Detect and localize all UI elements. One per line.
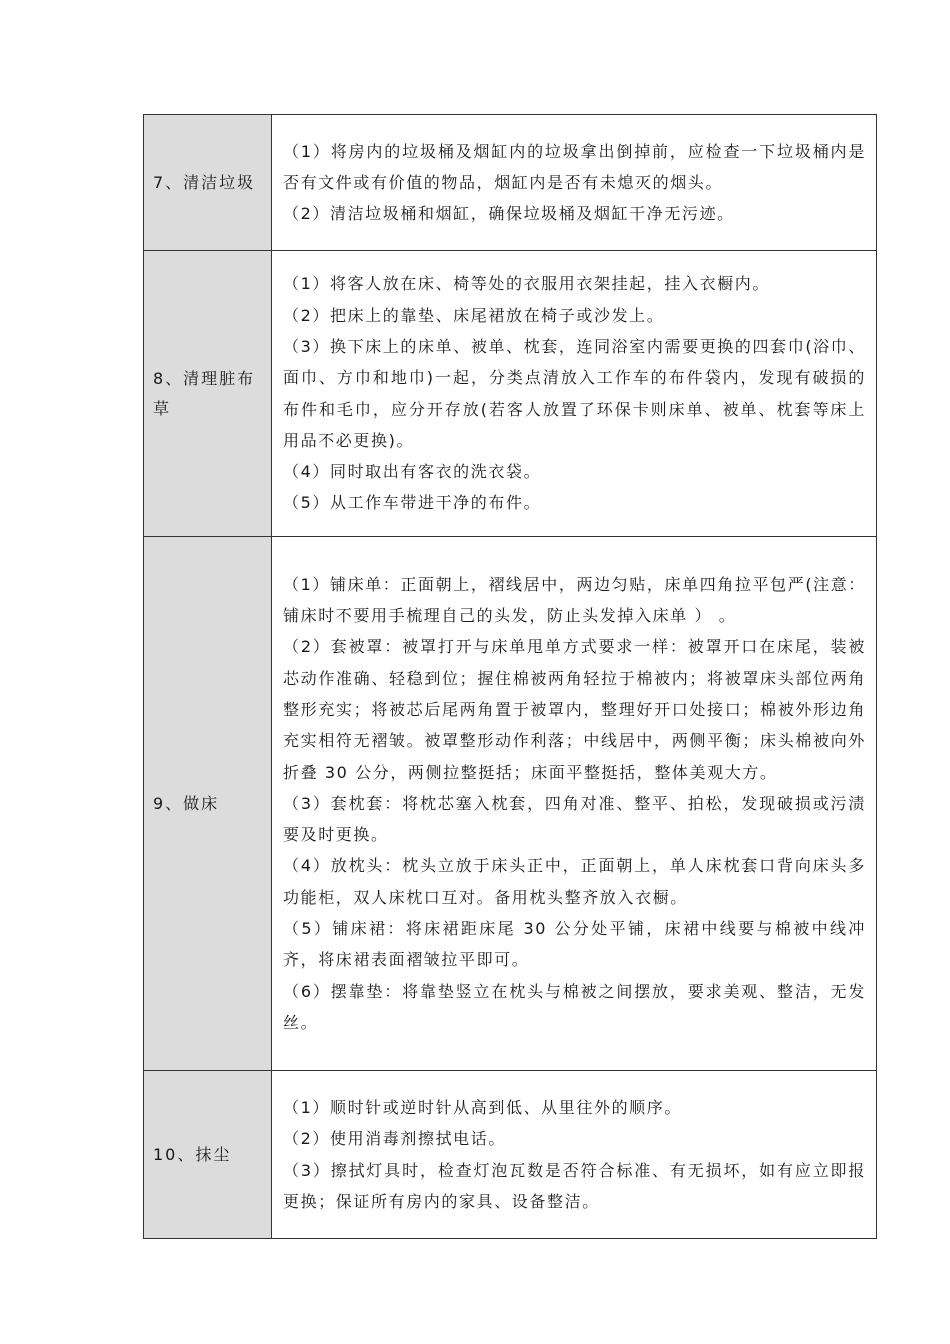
step-item: （1）顺时针或逆时针从高到低、从里往外的顺序。 [283,1097,682,1117]
step-item: （6）摆靠垫：将靠垫竖立在枕头与棉被之间摆放，要求美观、整洁，无发丝。 [283,981,866,1032]
step-item: （5）从工作车带进干净的布件。 [283,493,542,513]
step-item: （5）铺床裙：将床裙距床尾 30 公分处平铺，床裙中线要与棉被中线冲齐，将床裙表面褶皱拉平即可。 [283,919,866,970]
step-item: （4）放枕头：枕头立放于床头正中，正面朝上，单人床枕套口背向床头多功能柜，双人床枕口互对。备用枕头整齐放入衣橱。 [283,856,866,907]
step-item: （1）将客人放在床、椅等处的衣服用衣架挂起，挂入衣橱内。 [283,274,770,294]
step-label-cell [144,251,272,537]
table-row [144,1071,877,1239]
table-row [144,537,877,1071]
step-item: （1）铺床单：正面朝上，褶线居中，两边匀贴，床单四角拉平包严(注意：铺床时不要用手梳理自己的头发，防止头发掉入床单 ） 。 [283,574,866,626]
step-item: （2）把床上的靠垫、床尾裙放在椅子或沙发上。 [283,305,665,325]
step-content-cell [272,115,877,251]
step-label: 7、清洁垃圾 [153,172,256,192]
step-item: （3）套枕套：将枕芯塞入枕套，四角对准、整平、拍松，发现破损或污渍要及时更换。 [283,793,866,845]
step-label-cell [144,115,272,251]
step-item: （3）换下床上的床单、被单、枕套，连同浴室内需要更换的四套巾(浴巾、面巾、方巾和地巾)一起，分类点清放入工作车的布件袋内，发现有破损的布件和毛巾，应分开存放(若客人放置了环保卡则床单、被单、枕套等床上用品不必更换)。 [283,336,866,450]
step-label: 8、清理脏布草 [153,368,256,418]
step-label-cell [144,537,272,1071]
step-item: （2）使用消毒剂擦拭电话。 [283,1129,506,1149]
step-item: （1）将房内的垃圾桶及烟缸内的垃圾拿出倒掉前，应检查一下垃圾桶内是否有文件或有价值的物品，烟缸内是否有未熄灭的烟头。 [283,141,866,192]
step-content-cell [272,251,877,537]
step-item: （4）同时取出有客衣的洗衣袋。 [283,462,542,482]
step-item: （2）清洁垃圾桶和烟缸，确保垃圾桶及烟缸干净无污迹。 [283,204,735,224]
step-label: 10、抹尘 [153,1144,232,1164]
step-label-cell [144,1071,272,1239]
cleaning-procedure-table [143,114,877,1239]
table-row [144,115,877,251]
step-content-cell [272,537,877,1071]
step-label: 9、做床 [153,793,220,813]
step-item: （2）套被罩：被罩打开与床单甩单方式要求一样：被罩开口在床尾，装被芯动作准确、轻稳到位；握住棉被两角轻拉于棉被内；将被罩床头部位两角整形充实；将被芯后尾两角置于被罩内，整理好开口处接口；棉被外形边角充实相符无褶皱。被罩整形动作利落；中线居中，两侧平衡；床头棉被向外折叠 30 公分，两侧拉整挺括；床面平整挺括，整体美观大方。 [283,637,866,782]
step-content-cell [272,1071,877,1239]
step-item: （3）擦拭灯具时，检查灯泡瓦数是否符合标准、有无损坏，如有应立即报更换；保证所有房内的家具、设备整洁。 [283,1160,866,1211]
table-row [144,251,877,537]
